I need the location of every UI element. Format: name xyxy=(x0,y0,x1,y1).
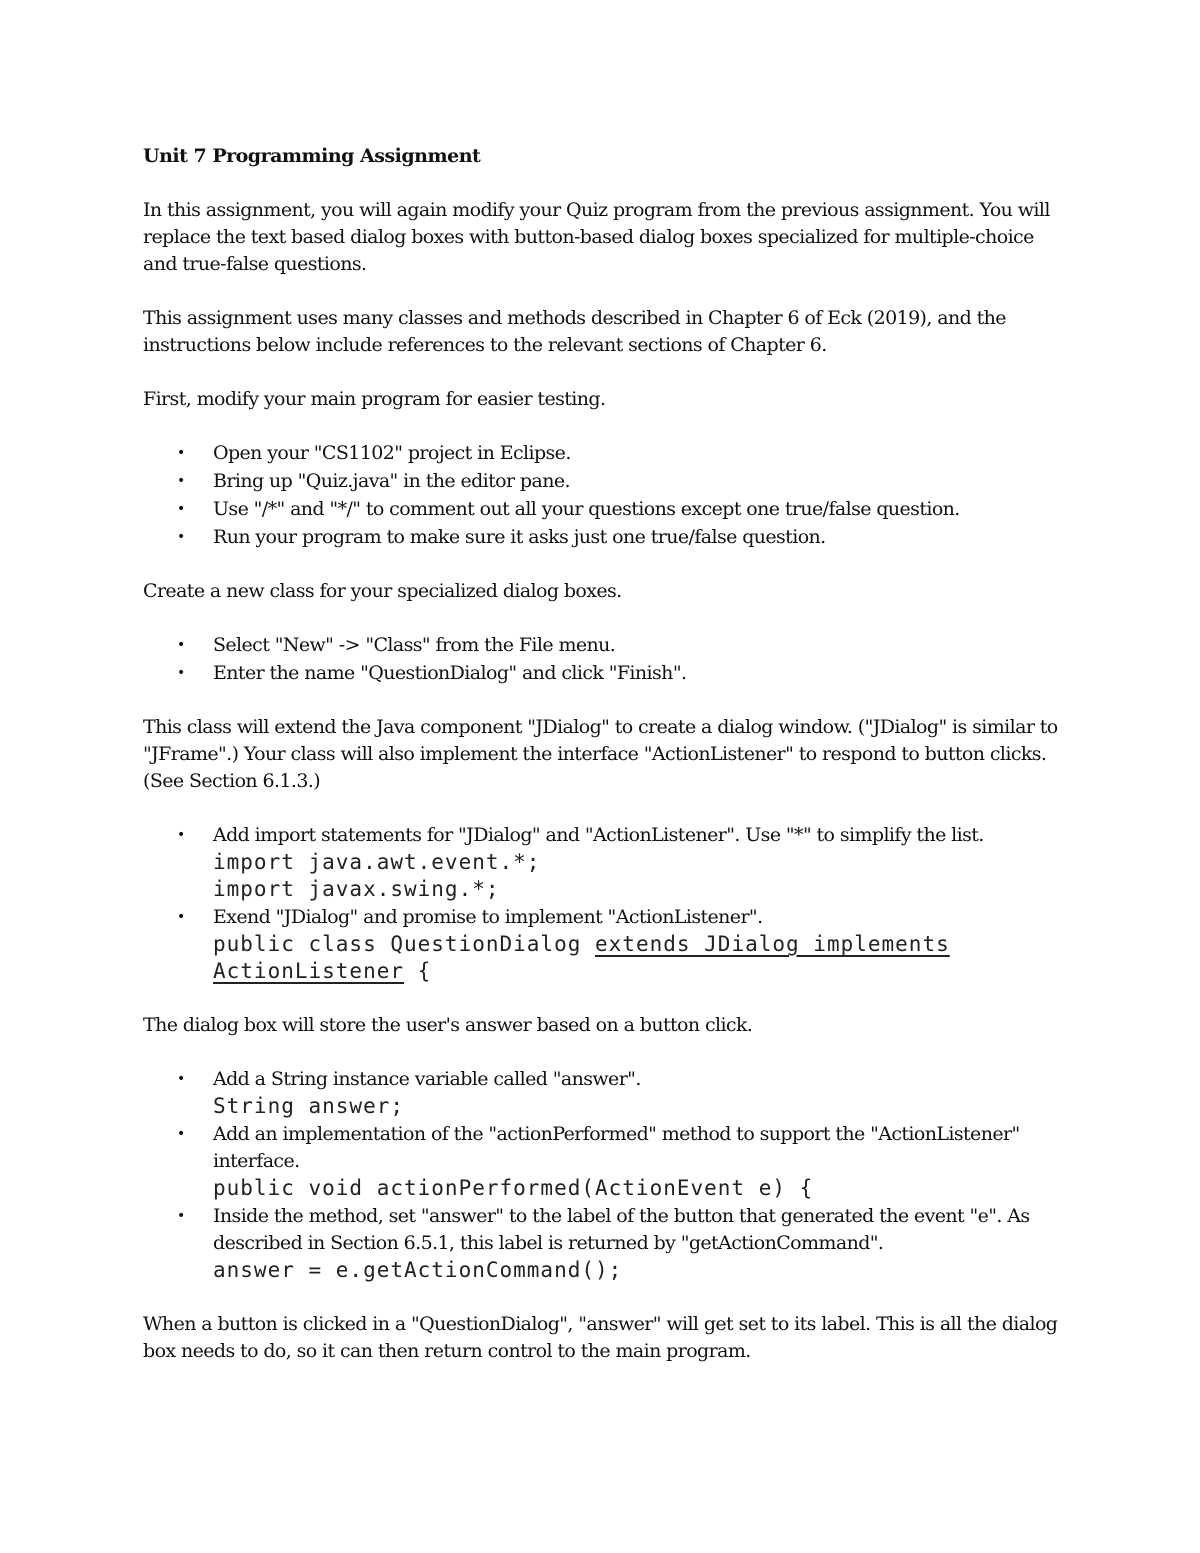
intro-paragraph: In this assignment, you will again modify your Quiz program from the previous assignment. You will replace the text based dialog boxes with button-based dialog boxes specialized for multiple-choice and true-false questions. xyxy=(143,199,1050,275)
list-item: • Exend "JDialog" and promise to implement "ActionListener". public class QuestionDialog extends JDialog implements ActionListener { xyxy=(143,904,1073,985)
list-item: • Open your "CS1102" project in Eclipse. xyxy=(143,440,1073,467)
import-steps-list xyxy=(143,822,1073,985)
bullet-icon: • xyxy=(177,473,185,489)
list-item: • Inside the method, set "answer" to the label of the button that generated the event "e". As described in Section 6.5.1, this label is returned by "getActionCommand". answer = e.getActionCommand(); xyxy=(143,1203,1073,1284)
answer-steps-list xyxy=(143,1066,1073,1284)
list-item: • Run your program to make sure it asks just one true/false question. xyxy=(143,524,1073,551)
closing-paragraph: When a button is clicked in a "QuestionDialog", "answer" will get set to its label. This is all the dialog box needs to do, so it can then return control to the main program. xyxy=(143,1313,1058,1362)
list-item: • Bring up "Quiz.java" in the editor pane. xyxy=(143,468,1073,495)
jdialog-paragraph: This class will extend the Java component "JDialog" to create a dialog window. ("JDialog" is similar to "JFrame".) Your class will also implement the interface "ActionListener" to respond to button clicks. (See Section 6.1.3.) xyxy=(143,716,1058,792)
list-item: • Add an implementation of the "actionPerformed" method to support the "ActionListener" interface. public void actionPerformed(ActionEvent e) { xyxy=(143,1121,1073,1202)
bullet-icon: • xyxy=(177,1208,185,1224)
list-item: • Add import statements for "JDialog" and "ActionListener". Use "*" to simplify the list. import java.awt.event.*; import javax.swing.*; xyxy=(143,822,1073,903)
list-item: • Use "/*" and "*/" to comment out all your questions except one true/false question. xyxy=(143,496,1073,523)
bullet-icon: • xyxy=(177,827,185,843)
code-line: answer = e.getActionCommand(); xyxy=(213,1258,623,1282)
code-line: ActionListener { xyxy=(213,959,432,983)
bullet-icon: • xyxy=(177,445,185,461)
new-class-steps-list xyxy=(143,632,1073,687)
bullet-icon: • xyxy=(177,1071,185,1087)
list-item: • Enter the name "QuestionDialog" and click "Finish". xyxy=(143,660,1073,687)
testing-steps-list xyxy=(143,440,1073,551)
bullet-icon: • xyxy=(177,1126,185,1142)
list-item: • Select "New" -> "Class" from the File menu. xyxy=(143,632,1073,659)
code-line: String answer; xyxy=(213,1094,405,1118)
testing-instructions-heading: First, modify your main program for easier testing. xyxy=(143,388,606,410)
bullet-icon: • xyxy=(177,665,185,681)
new-class-heading: Create a new class for your specialized dialog boxes. xyxy=(143,580,622,602)
code-line: public void actionPerformed(ActionEvent e) { xyxy=(213,1176,814,1200)
code-line: public class QuestionDialog extends JDialog implements xyxy=(213,932,950,956)
document-page xyxy=(143,143,1073,1392)
store-answer-paragraph: The dialog box will store the user's answer based on a button click. xyxy=(143,1014,753,1036)
bullet-icon: • xyxy=(177,637,185,653)
bullet-icon: • xyxy=(177,501,185,517)
bullet-icon: • xyxy=(177,909,185,925)
bullet-icon: • xyxy=(177,529,185,545)
list-item: • Add a String instance variable called "answer". String answer; xyxy=(143,1066,1073,1120)
code-line: import javax.swing.*; xyxy=(213,877,500,901)
chapter-reference-paragraph: This assignment uses many classes and methods described in Chapter 6 of Eck (2019), and the instructions below include references to the relevant sections of Chapter 6. xyxy=(143,307,1006,356)
code-line: import java.awt.event.*; xyxy=(213,850,541,874)
document-title: Unit 7 Programming Assignment xyxy=(143,145,481,167)
